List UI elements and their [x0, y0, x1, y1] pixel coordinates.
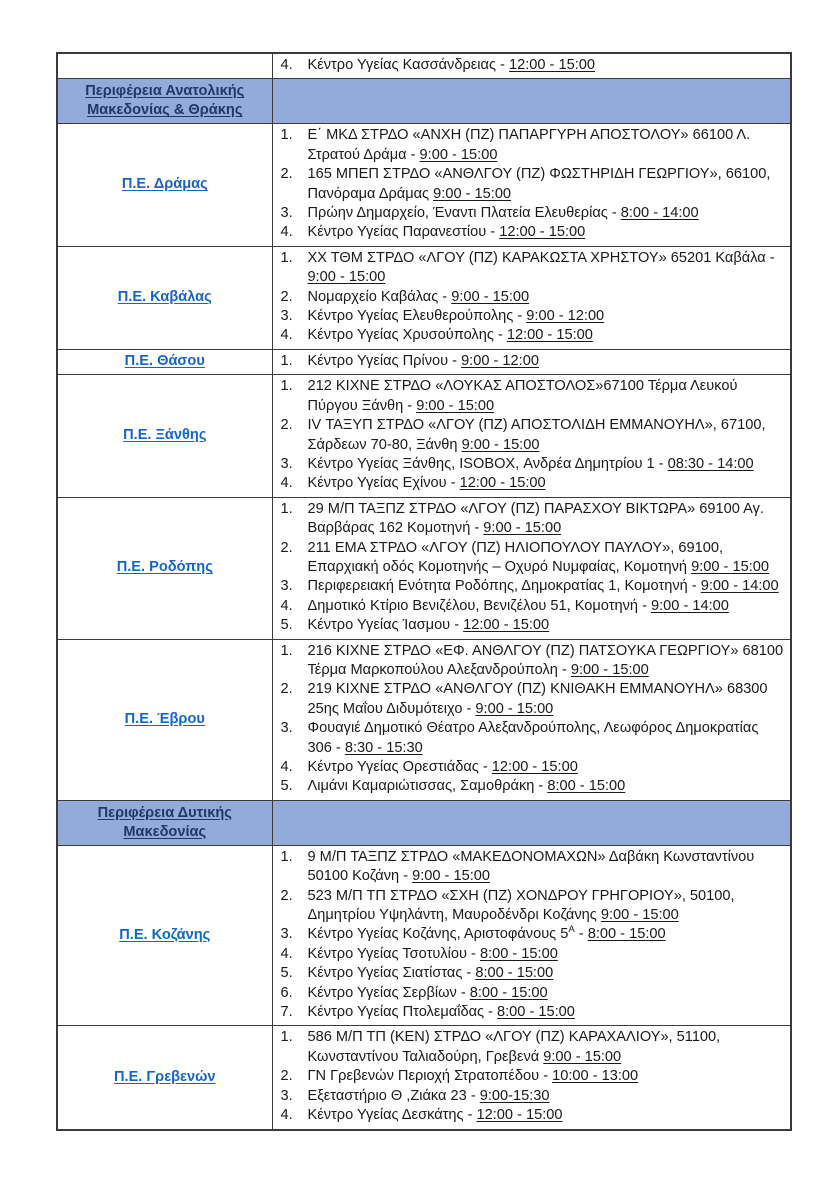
- location-text: Περιφερειακή Ενότητα Ροδόπης, Δημοκρατίας 1, Κομοτηνή -: [307, 578, 701, 595]
- opening-hours: 9:00 - 15:00: [691, 558, 769, 575]
- item-number: 3.: [280, 205, 293, 222]
- region-name-cell: [57, 349, 272, 374]
- location-text: Κέντρο Υγείας Παρανεστίου -: [307, 224, 500, 241]
- opening-hours: 8:00 - 15:00: [587, 926, 666, 943]
- item-number: 3.: [280, 578, 293, 595]
- location-text: 165 ΜΠΕΠ ΣΤΡΔΟ «ΑΝΘΛΓΟΥ (ΠΖ) ΦΩΣΤΗΡΙΔΗ ΓΕΩΡΓΙΟΥ», 66100, Πανόραμα Δράμας: [307, 166, 771, 202]
- item-number: 4.: [280, 759, 293, 775]
- section-title-cell: [57, 79, 272, 124]
- list-item: [281, 307, 787, 326]
- item-number: 4.: [280, 945, 293, 962]
- item-body: [308, 777, 787, 796]
- item-body: [308, 326, 787, 345]
- opening-hours: 8:00 - 15:00: [547, 778, 626, 795]
- item-body: [308, 597, 787, 616]
- item-number: 3.: [280, 455, 293, 472]
- section-title: Περιφέρεια Ανατολικής Μακεδονίας & Θράκης: [85, 83, 245, 119]
- location-text: 212 ΚΙΧΝΕ ΣΤΡΔΟ «ΛΟΥΚΑΣ ΑΠΟΣΤΟΛΟΣ»67100 Τέρμα Λευκού Πύργου Ξάνθη -: [307, 378, 738, 414]
- location-text: Κέντρο Υγείας Σιατίστας -: [307, 965, 476, 982]
- list-item: [281, 249, 787, 288]
- region-name-cell: [57, 497, 272, 639]
- list-item: [281, 500, 787, 539]
- section-title: Περιφέρεια Δυτικής Μακεδονίας: [97, 804, 232, 840]
- item-number: 1.: [280, 1029, 293, 1046]
- locations-list-cell: [272, 349, 791, 374]
- opening-hours: 08:30 - 14:00: [667, 455, 754, 472]
- region-row: [57, 246, 791, 349]
- list-item: [281, 719, 787, 758]
- opening-hours: 9:00 - 15:00: [419, 146, 498, 163]
- item-body: [308, 416, 787, 455]
- region-link[interactable]: Π.Ε. Ξάνθης: [123, 427, 207, 444]
- region-row: [57, 375, 791, 497]
- opening-hours: 8:00 - 15:00: [475, 965, 554, 982]
- region-link[interactable]: Π.Ε. Καβάλας: [117, 289, 212, 306]
- opening-hours: 12:00 - 15:00: [499, 224, 586, 241]
- item-body: [308, 307, 787, 326]
- item-number: 7.: [280, 1004, 293, 1021]
- opening-hours: 9:00 - 15:00: [416, 397, 495, 414]
- locations-list-cell: [272, 639, 791, 800]
- opening-hours: 12:00 - 15:00: [508, 57, 595, 73]
- list-item: [281, 126, 787, 165]
- list-item: [281, 984, 787, 1003]
- item-number: 4.: [280, 224, 293, 241]
- region-link[interactable]: Π.Ε. Κοζάνης: [119, 926, 211, 943]
- item-body: [308, 377, 787, 416]
- location-text: 586 Μ/Π ΤΠ (ΚΕΝ) ΣΤΡΔΟ «ΛΓΟΥ (ΠΖ) ΚΑΡΑΧΑΛΙΟΥ», 51100, Κωνσταντίνου Ταλιαδούρη, Γρεβενά: [307, 1029, 721, 1065]
- item-body: [308, 719, 787, 758]
- opening-hours: 10:00 - 13:00: [552, 1068, 639, 1085]
- region-name-cell: [57, 246, 272, 349]
- location-text: Κέντρο Υγείας Ίασμου -: [307, 617, 464, 634]
- item-number: 3.: [280, 1087, 293, 1104]
- item-body: [308, 288, 787, 307]
- location-text: ΓΝ Γρεβενών Περιοχή Στρατοπέδου -: [307, 1068, 553, 1085]
- list-item: [281, 474, 787, 493]
- item-body: [308, 1003, 787, 1022]
- item-number: 2.: [280, 1068, 293, 1085]
- item-body: [308, 925, 787, 944]
- item-number: 1.: [280, 378, 293, 395]
- location-text: Κέντρο Υγείας Σερβίων -: [307, 984, 470, 1001]
- item-body: [308, 964, 787, 983]
- item-number: 1.: [280, 500, 293, 517]
- opening-hours: 9:00 - 15:00: [600, 907, 679, 924]
- location-text: Κέντρο Υγείας Κοζάνης, Αριστοφάνους 5: [307, 926, 569, 943]
- locations-list-cell: [272, 1026, 791, 1130]
- list-item: [281, 1028, 787, 1067]
- item-number: 2.: [280, 681, 293, 698]
- opening-hours: 8:00 - 15:00: [479, 945, 558, 962]
- location-text: Κέντρο Υγείας Ελευθερούπολης -: [307, 308, 527, 325]
- item-number: 1.: [280, 352, 293, 369]
- list-item: [281, 165, 787, 204]
- item-body: [308, 474, 787, 493]
- opening-hours: 8:00 - 15:00: [469, 984, 548, 1001]
- list-item: [281, 597, 787, 616]
- list-item: [281, 887, 787, 926]
- region-row: [57, 124, 791, 246]
- item-number: 2.: [280, 539, 293, 556]
- locations-list-cell: [272, 375, 791, 497]
- location-text: Νομαρχείο Καβάλας -: [307, 288, 452, 305]
- location-text: 211 ΕΜΑ ΣΤΡΔΟ «ΛΓΟΥ (ΠΖ) ΗΛΙΟΠΟΥΛΟΥ ΠΑΥΛΟΥ», 69100, Επαρχιακή οδός Κομοτηνής – Οχυρό Νυμφαίας, Κομοτηνή: [307, 539, 724, 575]
- item-number: 5.: [280, 778, 293, 795]
- item-body: [308, 165, 787, 204]
- list-item: [281, 539, 787, 578]
- location-text: Κέντρο Υγείας Ξάνθης, ISOBOX, Ανδρέα Δημητρίου 1 -: [307, 455, 668, 472]
- list-item: [281, 925, 787, 944]
- list-item: [281, 964, 787, 983]
- item-body: [308, 887, 787, 926]
- locations-list-cell: [272, 124, 791, 246]
- list-item: [281, 56, 787, 75]
- item-body: [308, 56, 787, 75]
- location-text: Δημοτικό Κτίριο Βενιζέλου, Βενιζέλου 51, Κομοτηνή -: [307, 597, 651, 614]
- section-header-row: [57, 79, 791, 124]
- list-item: [281, 642, 787, 681]
- opening-hours: 9:00 - 14:00: [700, 578, 779, 595]
- location-text: Κέντρο Υγείας Πτολεμαΐδας -: [307, 1004, 498, 1021]
- list-item: [281, 1087, 787, 1106]
- item-number: 4.: [280, 597, 293, 614]
- opening-hours: 9:00 - 15:00: [433, 185, 512, 202]
- item-body: [308, 1067, 787, 1086]
- item-body: [308, 848, 787, 887]
- region-link[interactable]: Π.Ε. Δράμας: [121, 176, 208, 193]
- item-body: [308, 1028, 787, 1067]
- list-item: [281, 455, 787, 474]
- location-text: Κέντρο Υγείας Δεσκάτης -: [307, 1107, 477, 1124]
- item-body: [308, 1106, 787, 1125]
- item-number: 4.: [280, 327, 293, 344]
- region-row: [57, 639, 791, 800]
- region-name-cell: [57, 845, 272, 1026]
- item-number: 6.: [280, 984, 293, 1001]
- list-item: [281, 1003, 787, 1022]
- opening-hours: 9:00 - 15:00: [475, 700, 554, 717]
- vaccination-locations-table: [56, 52, 792, 1131]
- region-row: [57, 845, 791, 1026]
- opening-hours: 9:00 - 12:00: [461, 352, 539, 369]
- list-item: [281, 680, 787, 719]
- opening-hours: 9:00 - 15:00: [461, 436, 540, 453]
- location-text: Κέντρο Υγείας Τσοτυλίου -: [307, 945, 480, 962]
- region-link[interactable]: Π.Ε. Θάσου: [124, 353, 205, 370]
- item-body: [308, 616, 787, 635]
- locations-list-cell: [272, 53, 791, 79]
- opening-hours: 9:00 - 15:00: [570, 661, 649, 678]
- table-body: [57, 53, 791, 1130]
- item-number: 1.: [280, 642, 293, 659]
- region-row: [57, 497, 791, 639]
- location-text: Ε΄ ΜΚΔ ΣΤΡΔΟ «ΑΝΧΗ (ΠΖ) ΠΑΠΑΡΓΥΡΗ ΑΠΟΣΤΟΛΟΥ» 66100 Λ. Στρατού Δράμα -: [307, 127, 751, 163]
- location-text: Πρώην Δημαρχείο, Έναντι Πλατεία Ελευθερίας -: [307, 205, 621, 222]
- region-link[interactable]: Π.Ε. Έβρου: [124, 710, 205, 727]
- item-number: 1.: [280, 127, 293, 144]
- item-body: [308, 249, 787, 288]
- item-body: [308, 984, 787, 1003]
- list-item: [281, 777, 787, 796]
- region-name-cell: [57, 53, 272, 79]
- item-body: [308, 642, 787, 681]
- region-row: [57, 53, 791, 79]
- item-number: 3.: [280, 720, 293, 737]
- opening-hours: 12:00 - 15:00: [491, 759, 578, 775]
- opening-hours: 9:00-15:30: [479, 1087, 550, 1104]
- list-item: [281, 1067, 787, 1086]
- item-number: 4.: [280, 57, 293, 73]
- item-number: 5.: [280, 617, 293, 634]
- location-text: 216 ΚΙΧΝΕ ΣΤΡΔΟ «ΕΦ. ΑΝΘΛΓΟΥ (ΠΖ) ΠΑΤΣΟΥΚΑ ΓΕΩΡΓΙΟΥ» 68100 Τέρμα Μαρκοπούλου Αλεξανδρούπολη -: [307, 642, 784, 678]
- item-body: [308, 500, 787, 539]
- list-item: [281, 616, 787, 635]
- list-item: [281, 758, 787, 777]
- opening-hours: 12:00 - 15:00: [476, 1107, 563, 1124]
- item-body: [308, 455, 787, 474]
- list-item: [281, 577, 787, 596]
- item-number: 2.: [280, 166, 293, 183]
- item-number: 1.: [280, 848, 293, 865]
- item-body: [308, 126, 787, 165]
- section-empty-cell: [272, 79, 791, 124]
- location-text: Κέντρο Υγείας Πρίνου -: [307, 352, 462, 369]
- item-number: 2.: [280, 887, 293, 904]
- item-number: 3.: [280, 308, 293, 325]
- opening-hours: 12:00 - 15:00: [463, 617, 550, 634]
- list-item: [281, 1106, 787, 1125]
- list-item: [281, 416, 787, 455]
- opening-hours: 12:00 - 15:00: [506, 327, 593, 344]
- list-item: [281, 326, 787, 345]
- location-text: ΧΧ ΤΘΜ ΣΤΡΔΟ «ΛΓΟΥ (ΠΖ) ΚΑΡΑΚΩΣΤΑ ΧΡΗΣΤΟΥ» 65201 Καβάλα -: [307, 249, 775, 266]
- item-body: [308, 577, 787, 596]
- section-empty-cell: [272, 800, 791, 845]
- opening-hours: 9:00 - 15:00: [451, 288, 530, 305]
- list-item: [281, 945, 787, 964]
- opening-hours: 8:30 - 15:30: [344, 739, 423, 756]
- item-body: [308, 539, 787, 578]
- location-text: 29 Μ/Π ΤΑΞΠΖ ΣΤΡΔΟ «ΛΓΟΥ (ΠΖ) ΠΑΡΑΣΧΟΥ ΒΙΚΤΩΡΑ» 69100 Αγ. Βαρβάρας 162 Κομοτηνή -: [307, 500, 764, 537]
- region-link[interactable]: Π.Ε. Ροδόπης: [116, 559, 213, 576]
- location-text: Κέντρο Υγείας Ορεστιάδας -: [307, 759, 492, 775]
- item-number: 4.: [280, 475, 293, 492]
- item-body: [308, 223, 787, 242]
- location-text: Λιμάνι Καμαριώτισσας, Σαμοθράκη -: [307, 778, 548, 795]
- region-name-cell: [57, 124, 272, 246]
- location-text: Κέντρο Υγείας Κασσάνδρειας -: [307, 57, 509, 73]
- location-text: IV ΤΑΞΥΠ ΣΤΡΔΟ «ΛΓΟΥ (ΠΖ) ΑΠΟΣΤΟΛΙΔΗ ΕΜΜΑΝΟΥΗΛ», 67100, Σάρδεων 70-80, Ξάνθη: [307, 417, 766, 453]
- opening-hours: 9:00 - 14:00: [650, 597, 729, 614]
- opening-hours: 12:00 - 15:00: [459, 475, 546, 492]
- region-row: [57, 1026, 791, 1130]
- section-title-cell: [57, 800, 272, 845]
- item-body: [308, 352, 787, 371]
- region-name-cell: [57, 639, 272, 800]
- list-item: [281, 377, 787, 416]
- opening-hours: 8:00 - 15:00: [497, 1004, 575, 1021]
- location-text: 219 ΚΙΧΝΕ ΣΤΡΔΟ «ΑΝΘΛΓΟΥ (ΠΖ) ΚΝΙΘΑΚΗ ΕΜΜΑΝΟΥΗΛ» 68300 25ης Μαΐου Διδυμότειχο -: [307, 681, 768, 717]
- item-number: 3.: [280, 926, 293, 943]
- location-text: Κέντρο Υγείας Εχίνου -: [307, 475, 460, 492]
- location-text: Εξεταστήριο Θ ,Ζιάκα 23 -: [307, 1087, 480, 1104]
- region-link[interactable]: Π.Ε. Γρεβενών: [113, 1068, 216, 1085]
- item-body: [308, 680, 787, 719]
- location-text-continued: -: [574, 926, 588, 943]
- region-name-cell: [57, 375, 272, 497]
- item-number: 4.: [280, 1107, 293, 1124]
- opening-hours: 9:00 - 15:00: [412, 868, 490, 885]
- region-name-cell: [57, 1026, 272, 1130]
- opening-hours: 9:00 - 15:00: [543, 1048, 622, 1065]
- location-text: Φουαγιέ Δημοτικό Θέατρο Αλεξανδρούπολης, Λεωφόρος Δημοκρατίας 306 -: [307, 720, 759, 756]
- location-text: Κέντρο Υγείας Χρυσούπολης -: [307, 327, 507, 344]
- locations-list-cell: [272, 497, 791, 639]
- location-text: 9 Μ/Π ΤΑΞΠΖ ΣΤΡΔΟ «ΜΑΚΕΔΟΝΟΜΑΧΩΝ» Δαβάκη Κωνσταντίνου 50100 Κοζάνη -: [307, 848, 755, 885]
- item-number: 5.: [280, 965, 293, 982]
- opening-hours: 9:00 - 15:00: [483, 520, 562, 537]
- list-item: [281, 223, 787, 242]
- item-body: [308, 1087, 787, 1106]
- item-body: [308, 758, 787, 777]
- item-number: 2.: [280, 288, 293, 305]
- list-item: [281, 352, 787, 371]
- item-body: [308, 945, 787, 964]
- locations-list-cell: [272, 845, 791, 1026]
- section-header-row: [57, 800, 791, 845]
- item-number: 2.: [280, 417, 293, 434]
- list-item: [281, 848, 787, 887]
- location-text: 523 Μ/Π ΤΠ ΣΤΡΔΟ «ΣΧΗ (ΠΖ) ΧΟΝΔΡΟΥ ΓΡΗΓΟΡΙΟΥ», 50100, Δημητρίου Υψηλάντη, Μαυροδένδρι Κοζάνης: [307, 887, 735, 924]
- superscript-text: Α: [568, 924, 575, 936]
- opening-hours: 8:00 - 14:00: [620, 205, 699, 222]
- region-row: [57, 349, 791, 374]
- item-body: [308, 204, 787, 223]
- opening-hours: 9:00 - 15:00: [307, 269, 386, 286]
- list-item: [281, 288, 787, 307]
- item-number: 1.: [280, 249, 293, 266]
- list-item: [281, 204, 787, 223]
- opening-hours: 9:00 - 12:00: [526, 308, 605, 325]
- locations-list-cell: [272, 246, 791, 349]
